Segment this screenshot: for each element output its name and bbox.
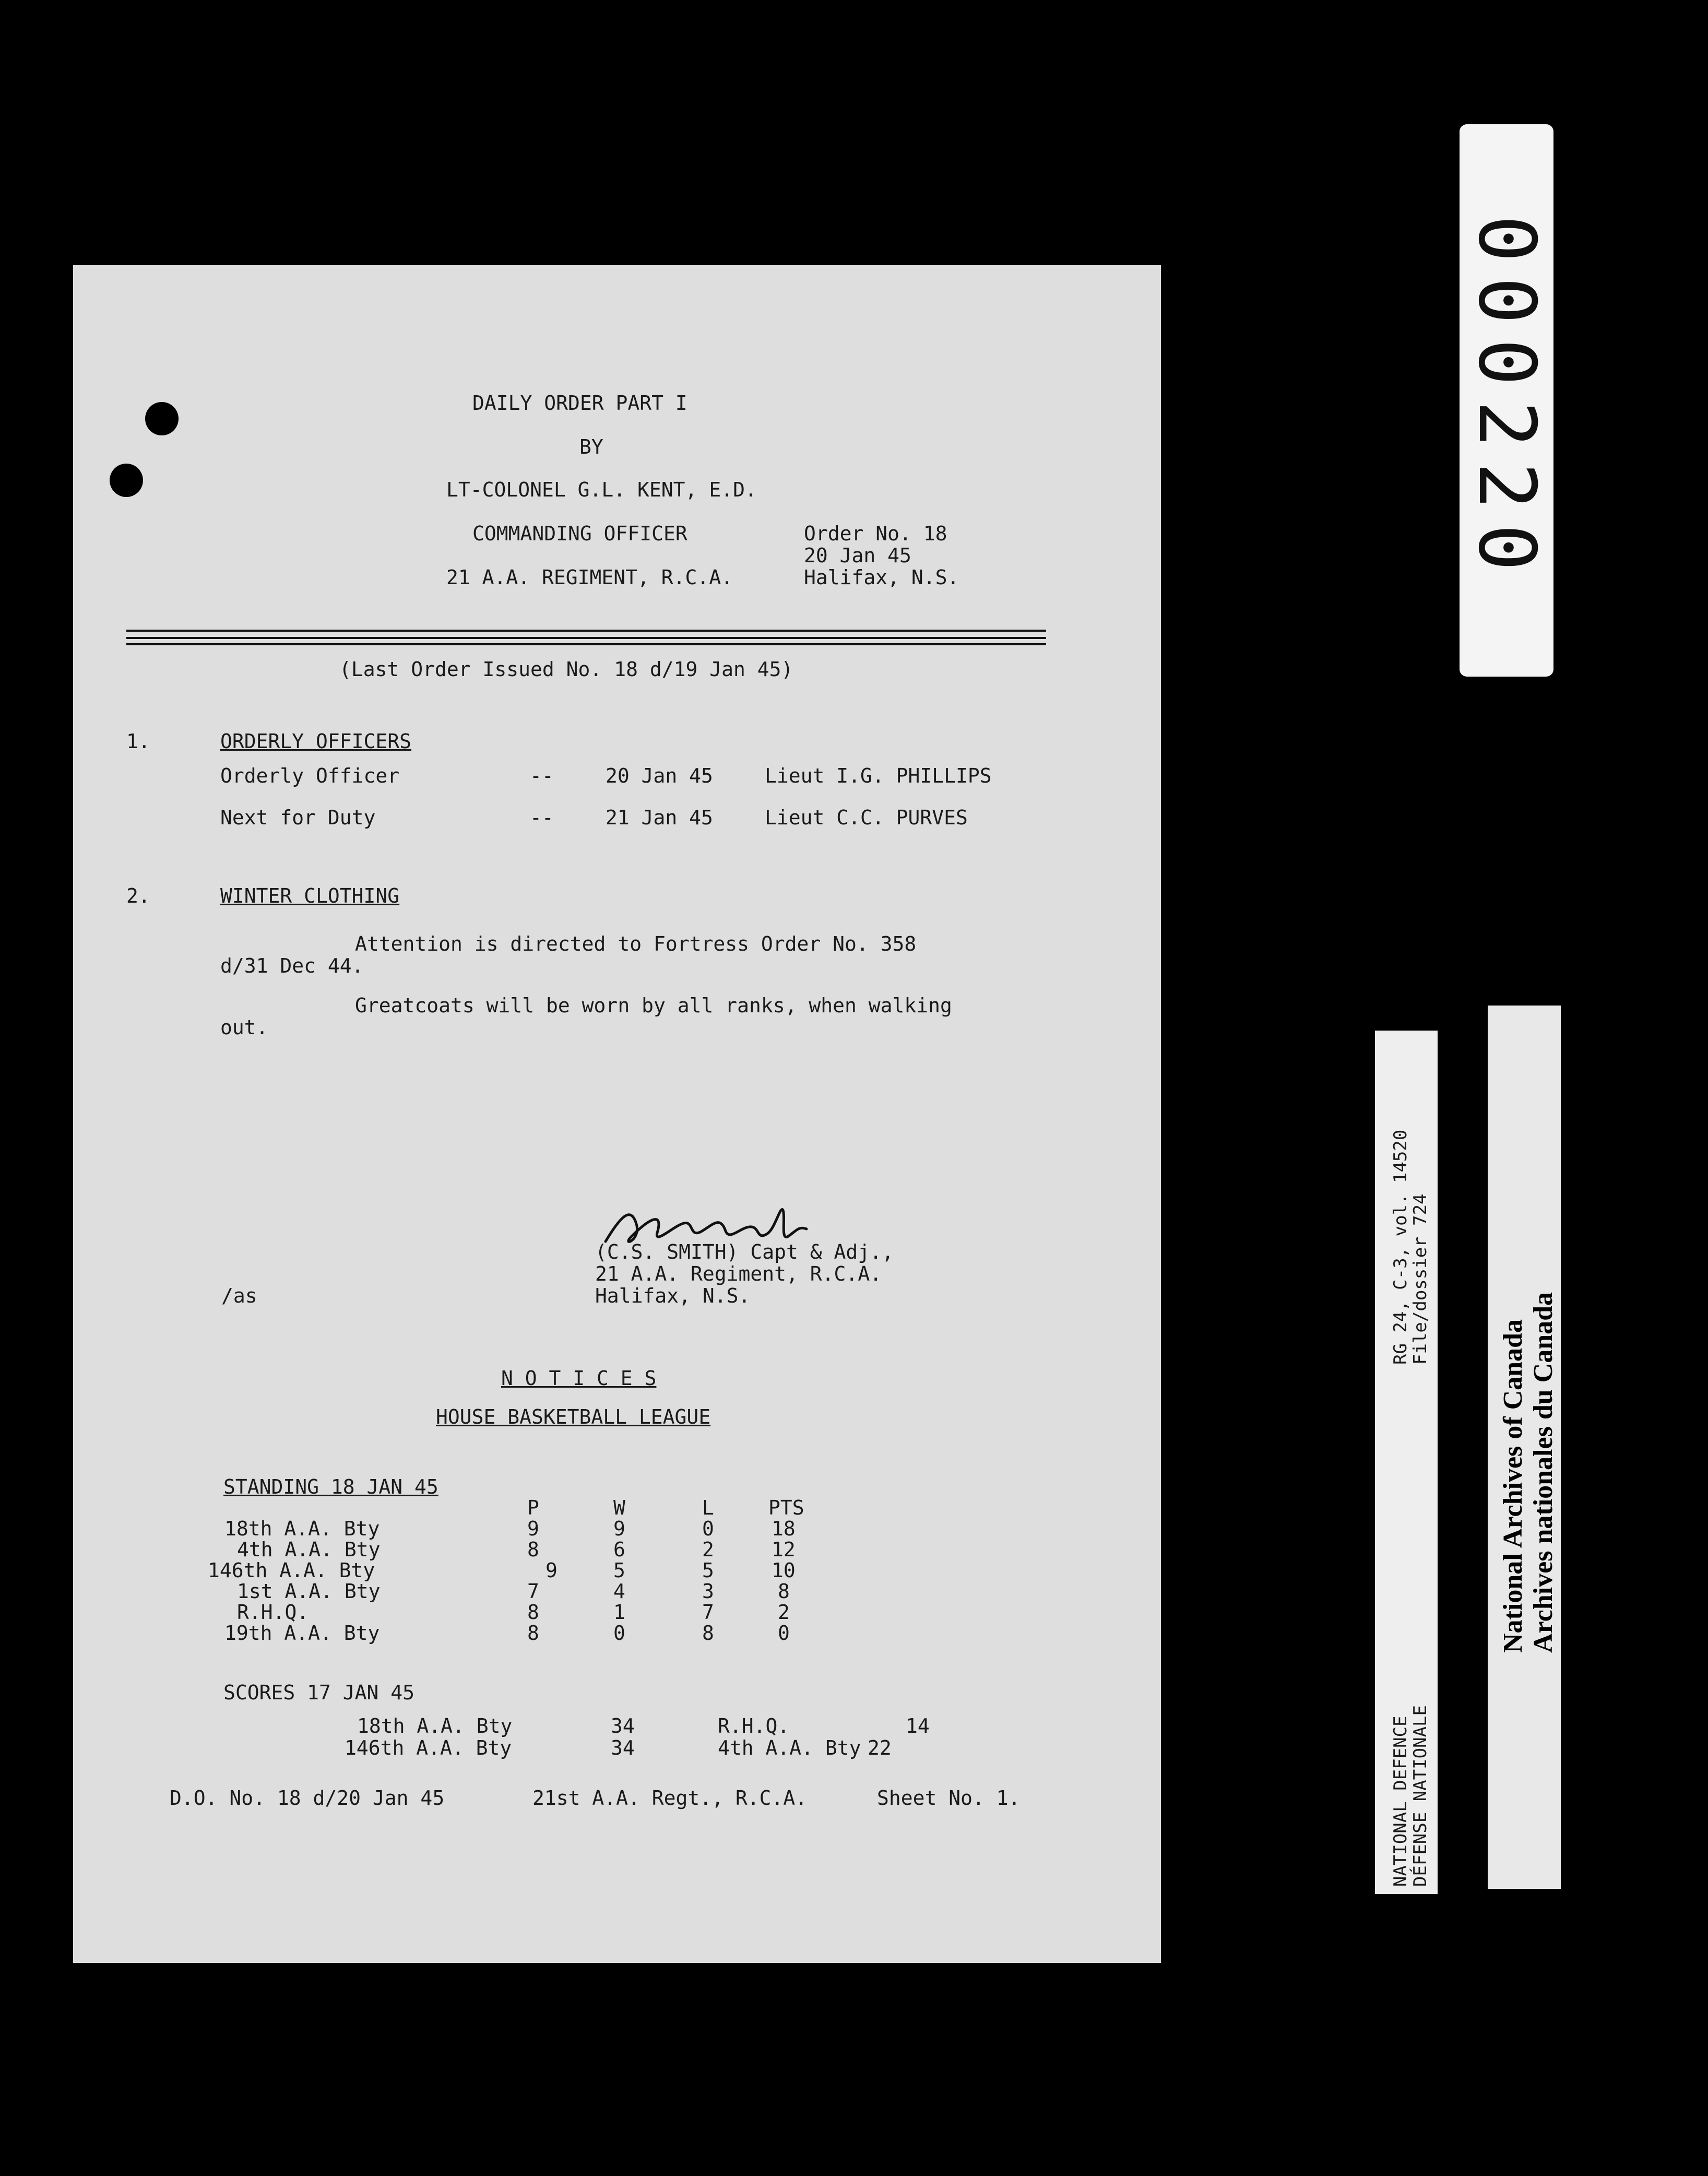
- team-p: 8: [527, 1601, 539, 1624]
- col-header: P: [527, 1496, 539, 1519]
- team-name: 1st A.A. Bty: [237, 1580, 381, 1603]
- team-w: 0: [613, 1622, 625, 1645]
- frame-number-slip: [1460, 124, 1553, 677]
- footer-sheet: Sheet No. 1.: [877, 1787, 1021, 1810]
- duty-role: Next for Duty: [220, 806, 376, 829]
- signature-place: Halifax, N.S.: [595, 1284, 751, 1307]
- score-team: 146th A.A. Bty: [345, 1736, 512, 1759]
- punch-hole: [145, 402, 179, 435]
- team-name: 146th A.A. Bty: [208, 1559, 375, 1582]
- divider: [126, 637, 1046, 639]
- header-position: COMMANDING OFFICER: [472, 522, 687, 545]
- frame-number: 000220: [1461, 215, 1552, 586]
- divider: [126, 643, 1046, 645]
- score-value: 34: [611, 1736, 635, 1759]
- team-w: 6: [613, 1538, 625, 1561]
- notices-subtitle: HOUSE BASKETBALL LEAGUE: [436, 1405, 711, 1428]
- duty-dash: --: [530, 806, 554, 829]
- section-number: 1.: [126, 730, 150, 753]
- score-value: 22: [868, 1736, 892, 1759]
- score-team: 18th A.A. Bty: [357, 1714, 513, 1737]
- team-pts: 10: [772, 1559, 796, 1582]
- paragraph-line: Greatcoats will be worn by all ranks, when walking: [355, 994, 952, 1017]
- team-w: 4: [613, 1580, 625, 1603]
- team-w: 5: [613, 1559, 625, 1582]
- archives-name-fr: Archives nationales du Canada: [1528, 1292, 1558, 1653]
- header-unit: 21 A.A. REGIMENT, R.C.A.: [446, 566, 733, 589]
- duty-officer: Lieut I.G. PHILLIPS: [765, 764, 992, 787]
- header-by: BY: [579, 435, 603, 458]
- archive-ref: RG 24, C-3, vol. 14520: [1390, 1129, 1411, 1365]
- score-value: 14: [906, 1714, 930, 1737]
- team-l: 7: [702, 1601, 714, 1624]
- paragraph-line: out.: [220, 1016, 268, 1039]
- team-name: 4th A.A. Bty: [237, 1538, 381, 1561]
- team-l: 2: [702, 1538, 714, 1561]
- team-l: 0: [702, 1517, 714, 1540]
- score-value: 34: [611, 1714, 635, 1737]
- divider: [126, 630, 1046, 632]
- last-order-note: (Last Order Issued No. 18 d/19 Jan 45): [339, 658, 793, 681]
- archives-canada-label: [1488, 1006, 1561, 1889]
- team-pts: 2: [778, 1601, 790, 1624]
- team-name: 18th A.A. Bty: [224, 1517, 380, 1540]
- paragraph-line: d/31 Dec 44.: [220, 954, 364, 977]
- duty-date: 20 Jan 45: [606, 764, 713, 787]
- paragraph-line: Attention is directed to Fortress Order No. 358: [355, 932, 917, 955]
- duty-officer: Lieut C.C. PURVES: [765, 806, 968, 829]
- team-p: 8: [527, 1538, 539, 1561]
- team-name: 19th A.A. Bty: [224, 1622, 380, 1645]
- col-header: W: [613, 1496, 625, 1519]
- col-header: PTS: [768, 1496, 804, 1519]
- team-l: 5: [702, 1559, 714, 1582]
- team-p: 9: [545, 1559, 558, 1582]
- section-title: WINTER CLOTHING: [220, 884, 400, 907]
- duty-date: 21 Jan 45: [606, 806, 713, 829]
- team-l: 8: [702, 1622, 714, 1645]
- typist-initials: /as: [221, 1284, 257, 1307]
- team-pts: 12: [772, 1538, 796, 1561]
- document-page: [73, 265, 1161, 1963]
- standing-label: STANDING 18 JAN 45: [223, 1475, 438, 1498]
- team-pts: 8: [778, 1580, 790, 1603]
- score-team: 4th A.A. Bty: [718, 1736, 861, 1759]
- team-w: 9: [613, 1517, 625, 1540]
- department-en: NATIONAL DEFENCE: [1390, 1716, 1411, 1887]
- section-title: ORDERLY OFFICERS: [220, 730, 412, 753]
- order-place: Halifax, N.S.: [804, 566, 959, 589]
- order-date: 20 Jan 45: [804, 544, 911, 567]
- team-p: 7: [527, 1580, 539, 1603]
- department-fr: DÉFENSE NATIONALE: [1410, 1705, 1431, 1887]
- team-w: 1: [613, 1601, 625, 1624]
- signature-name: (C.S. SMITH) Capt & Adj.,: [595, 1240, 894, 1263]
- team-pts: 0: [778, 1622, 790, 1645]
- team-pts: 18: [772, 1517, 796, 1540]
- footer-unit: 21st A.A. Regt., R.C.A.: [532, 1787, 808, 1810]
- team-name: R.H.Q.: [237, 1601, 309, 1624]
- team-p: 9: [527, 1517, 539, 1540]
- section-number: 2.: [126, 884, 150, 907]
- notices-title: N O T I C E S: [501, 1367, 657, 1390]
- archive-file: File/dossier 724: [1410, 1193, 1431, 1365]
- signature-unit: 21 A.A. Regiment, R.C.A.: [595, 1262, 882, 1285]
- archive-reference-label: [1375, 1031, 1438, 1894]
- header-title: DAILY ORDER PART I: [472, 392, 687, 415]
- score-team: R.H.Q.: [718, 1714, 790, 1737]
- col-header: L: [702, 1496, 714, 1519]
- scores-label: SCORES 17 JAN 45: [223, 1681, 415, 1704]
- duty-dash: --: [530, 764, 554, 787]
- archives-name-en: National Archives of Canada: [1498, 1319, 1528, 1653]
- team-p: 8: [527, 1622, 539, 1645]
- footer-order-ref: D.O. No. 18 d/20 Jan 45: [170, 1787, 445, 1810]
- header-commander: LT-COLONEL G.L. KENT, E.D.: [446, 478, 757, 501]
- order-number: Order No. 18: [804, 522, 947, 545]
- team-l: 3: [702, 1580, 714, 1603]
- punch-hole: [110, 464, 143, 497]
- duty-role: Orderly Officer: [220, 764, 400, 787]
